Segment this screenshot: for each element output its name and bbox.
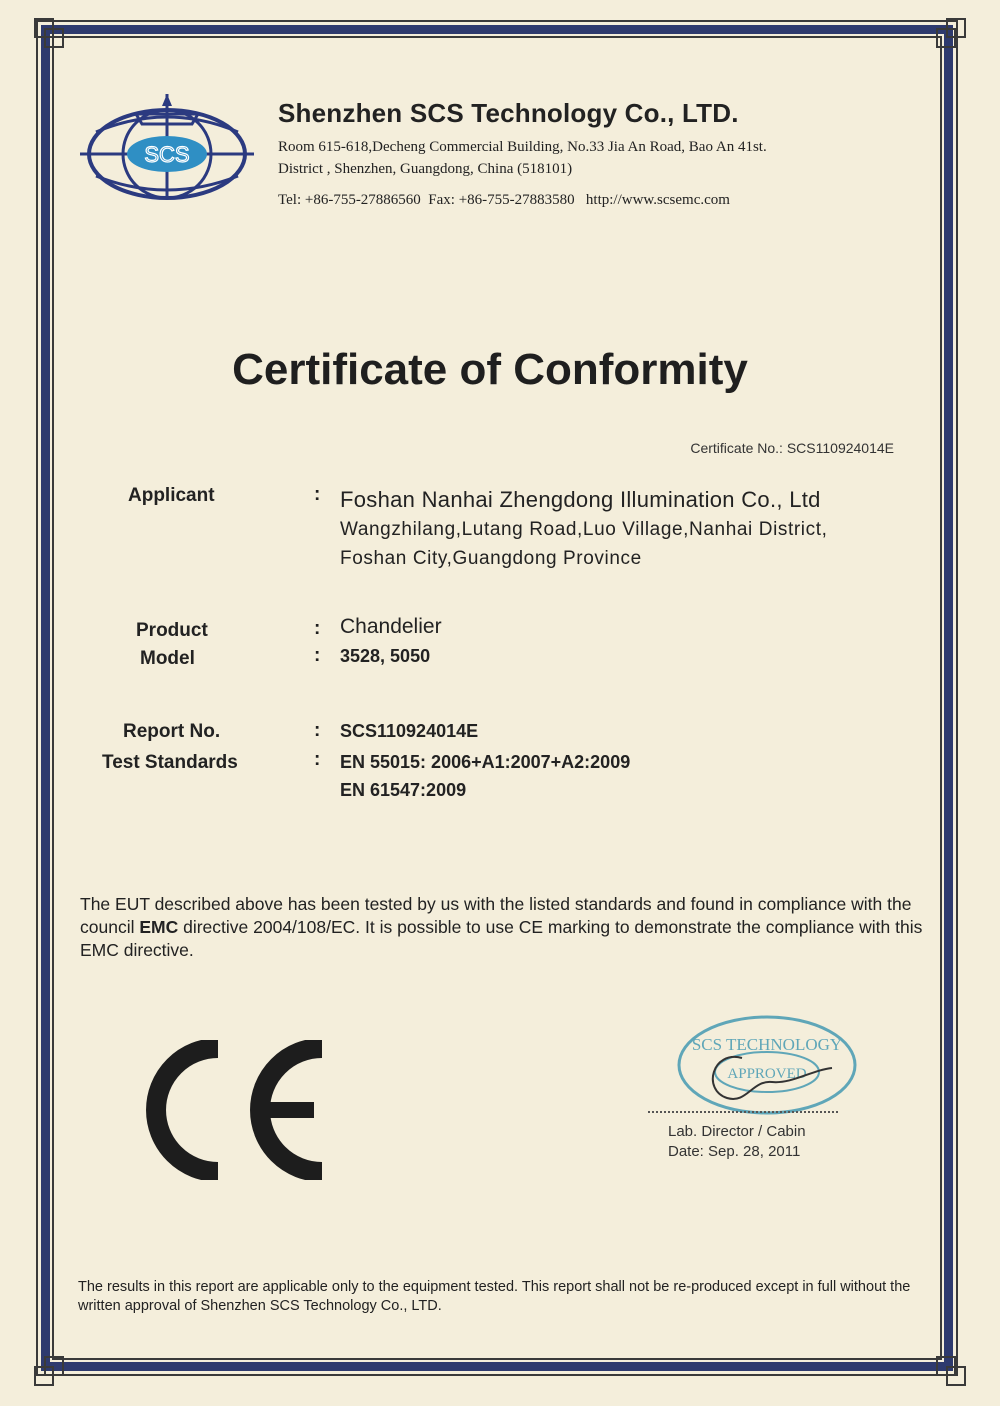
separator: : (314, 720, 321, 741)
statement-text: The EUT described above has been tested by us with the listed standards and found in compliance with the council (80, 894, 912, 937)
corner-ornament (936, 1356, 956, 1376)
separator: : (314, 645, 321, 666)
report-no-value: SCS110924014E (340, 721, 479, 741)
separator: : (314, 484, 321, 505)
applicant-address (340, 515, 827, 573)
test-standard-item: EN 55015: 2006+A1:2007+A2:2009 (340, 752, 631, 772)
svg-text:APPROVED: APPROVED (727, 1066, 807, 1082)
corner-ornament (936, 28, 956, 48)
signatory-title: Lab. Director / Cabin (668, 1123, 806, 1140)
svg-text:SCS: SCS (144, 142, 190, 167)
applicant-label: Applicant (128, 485, 215, 506)
applicant-address-line: Foshan City,Guangdong Province (340, 548, 642, 569)
ce-mark-icon (140, 1040, 330, 1180)
certificate-number: Certificate No.: SCS110924014E (690, 440, 894, 456)
issuer-address-line: District , Shenzhen, Guangdong, China (518101) (278, 161, 573, 177)
issuer-address (278, 136, 767, 180)
separator: : (314, 749, 321, 770)
test-standard-item: EN 61547:2009 (340, 780, 467, 800)
approved-stamp-icon (672, 1010, 862, 1120)
statement-text: directive 2004/108/EC. It is possible to use CE marking to demonstrate the compliance with this EMC directive. (80, 917, 923, 960)
compliance-statement (80, 893, 930, 962)
test-standards-label: Test Standards (102, 752, 238, 773)
statement-emphasis: EMC (139, 917, 179, 937)
issuer-name: Shenzhen SCS Technology Co., LTD. (278, 98, 739, 128)
signatory-block (668, 1122, 806, 1162)
issuer-contact: Tel: +86-755-27886560 Fax: +86-755-27883580 http://www.scsemc.com (278, 192, 730, 208)
applicant-name: Foshan Nanhai Zhengdong Illumination Co., Ltd (340, 487, 821, 512)
scs-globe-logo-icon (74, 92, 260, 202)
applicant-address-line: Wangzhilang,Lutang Road,Luo Village,Nanhai District, (340, 519, 828, 540)
issuer-address-line: Room 615-618,Decheng Commercial Building, No.33 Jia An Road, Bao An 41st. (278, 139, 767, 155)
model-label: Model (140, 648, 195, 669)
corner-ornament (44, 28, 64, 48)
model-value: 3528, 5050 (340, 646, 431, 666)
signature-line (648, 1111, 838, 1113)
svg-text:SCS TECHNOLOGY: SCS TECHNOLOGY (691, 1035, 843, 1054)
signature-date: Date: Sep. 28, 2011 (668, 1143, 801, 1160)
certificate-title: Certificate of Conformity (232, 345, 748, 394)
product-label: Product (136, 620, 208, 641)
footer-disclaimer: The results in this report are applicable only to the equipment tested. This report shall not be re-produced except in full without the written approval of Shenzhen SCS Technology Co., LTD. (78, 1279, 911, 1314)
corner-ornament (44, 1356, 64, 1376)
separator: : (314, 618, 321, 639)
report-no-label: Report No. (123, 721, 221, 742)
product-value: Chandelier (340, 615, 442, 638)
